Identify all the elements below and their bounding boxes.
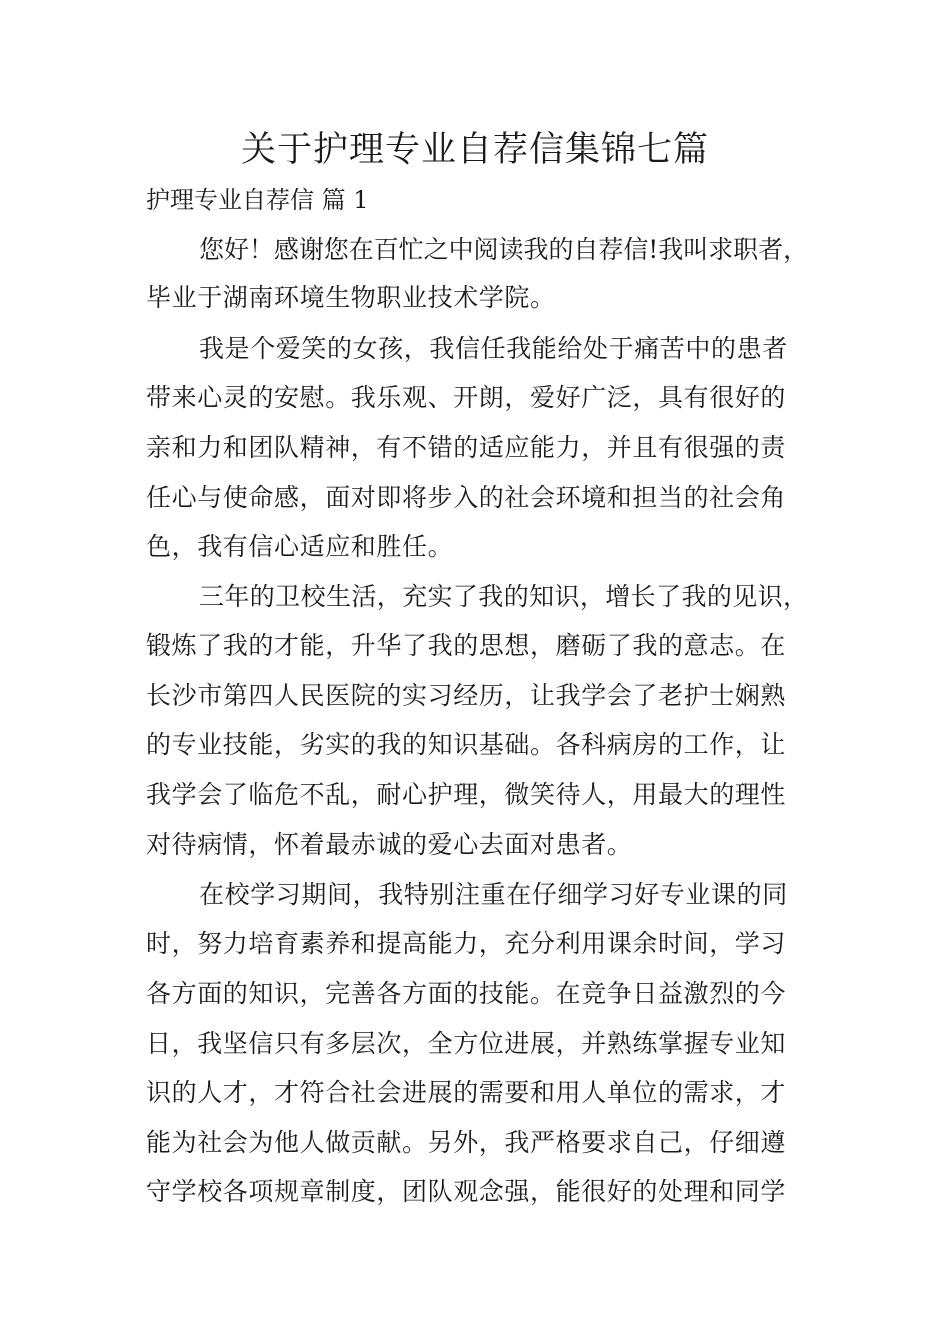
paragraph-line: 在校学习期间，我特别注重在仔细学习好专业课的同 — [199, 880, 788, 909]
paragraph-line: 各方面的知识，完善各方面的技能。在竞争日益激烈的今 — [146, 979, 787, 1008]
paragraph-line: 色，我有信心适应和胜任。 — [146, 532, 454, 561]
paragraph-line: 长沙市第四人民医院的实习经历，让我学会了老护士娴熟 — [146, 681, 787, 710]
paragraph-line: 能为社会为他人做贡献。另外，我严格要求自己，仔细遵 — [146, 1128, 787, 1157]
paragraph-line: 日，我坚信只有多层次，全方位进展，并熟练掌握专业知 — [146, 1029, 787, 1058]
paragraph-line: 我学会了临危不乱，耐心护理，微笑待人，用最大的理性 — [146, 780, 787, 809]
paragraph-line: 我是个爱笑的女孩，我信任我能给处于痛苦中的患者 — [199, 334, 788, 363]
paragraph-line: 带来心灵的安慰。我乐观、开朗，爱好广泛，具有很好的 — [146, 383, 787, 412]
paragraph-line: 的专业技能，劣实的我的知识基础。各科病房的工作，让 — [146, 730, 787, 759]
document-title: 关于护理专业自荐信集锦七篇 — [240, 130, 709, 170]
paragraph-line: 您好！感谢您在百忙之中阅读我的自荐信!我叫求职者， — [199, 235, 809, 264]
paragraph-line: 任心与使命感，面对即将步入的社会环境和担当的社会角 — [146, 483, 787, 512]
paragraph-line: 锻炼了我的才能，升华了我的思想，磨砺了我的意志。在 — [146, 631, 787, 660]
paragraph-line: 对待病情，怀着最赤诚的爱心去面对患者。 — [146, 830, 633, 859]
paragraph-line: 亲和力和团队精神，有不错的适应能力，并且有很强的责 — [146, 433, 787, 462]
paragraph-line: 三年的卫校生活，充实了我的知识，增长了我的见识， — [199, 582, 809, 611]
paragraph-line: 时，努力培育素养和提高能力，充分利用课余时间，学习 — [146, 929, 787, 958]
paragraph-line: 识的人才，才符合社会进展的需要和用人单位的需求，才 — [146, 1078, 787, 1107]
section-heading: 护理专业自荐信 篇 1 — [146, 186, 369, 214]
paragraph-line: 毕业于湖南环境生物职业技术学院。 — [146, 283, 556, 312]
paragraph-line: 守学校各项规章制度，团队观念强，能很好的处理和同学 — [146, 1177, 787, 1206]
